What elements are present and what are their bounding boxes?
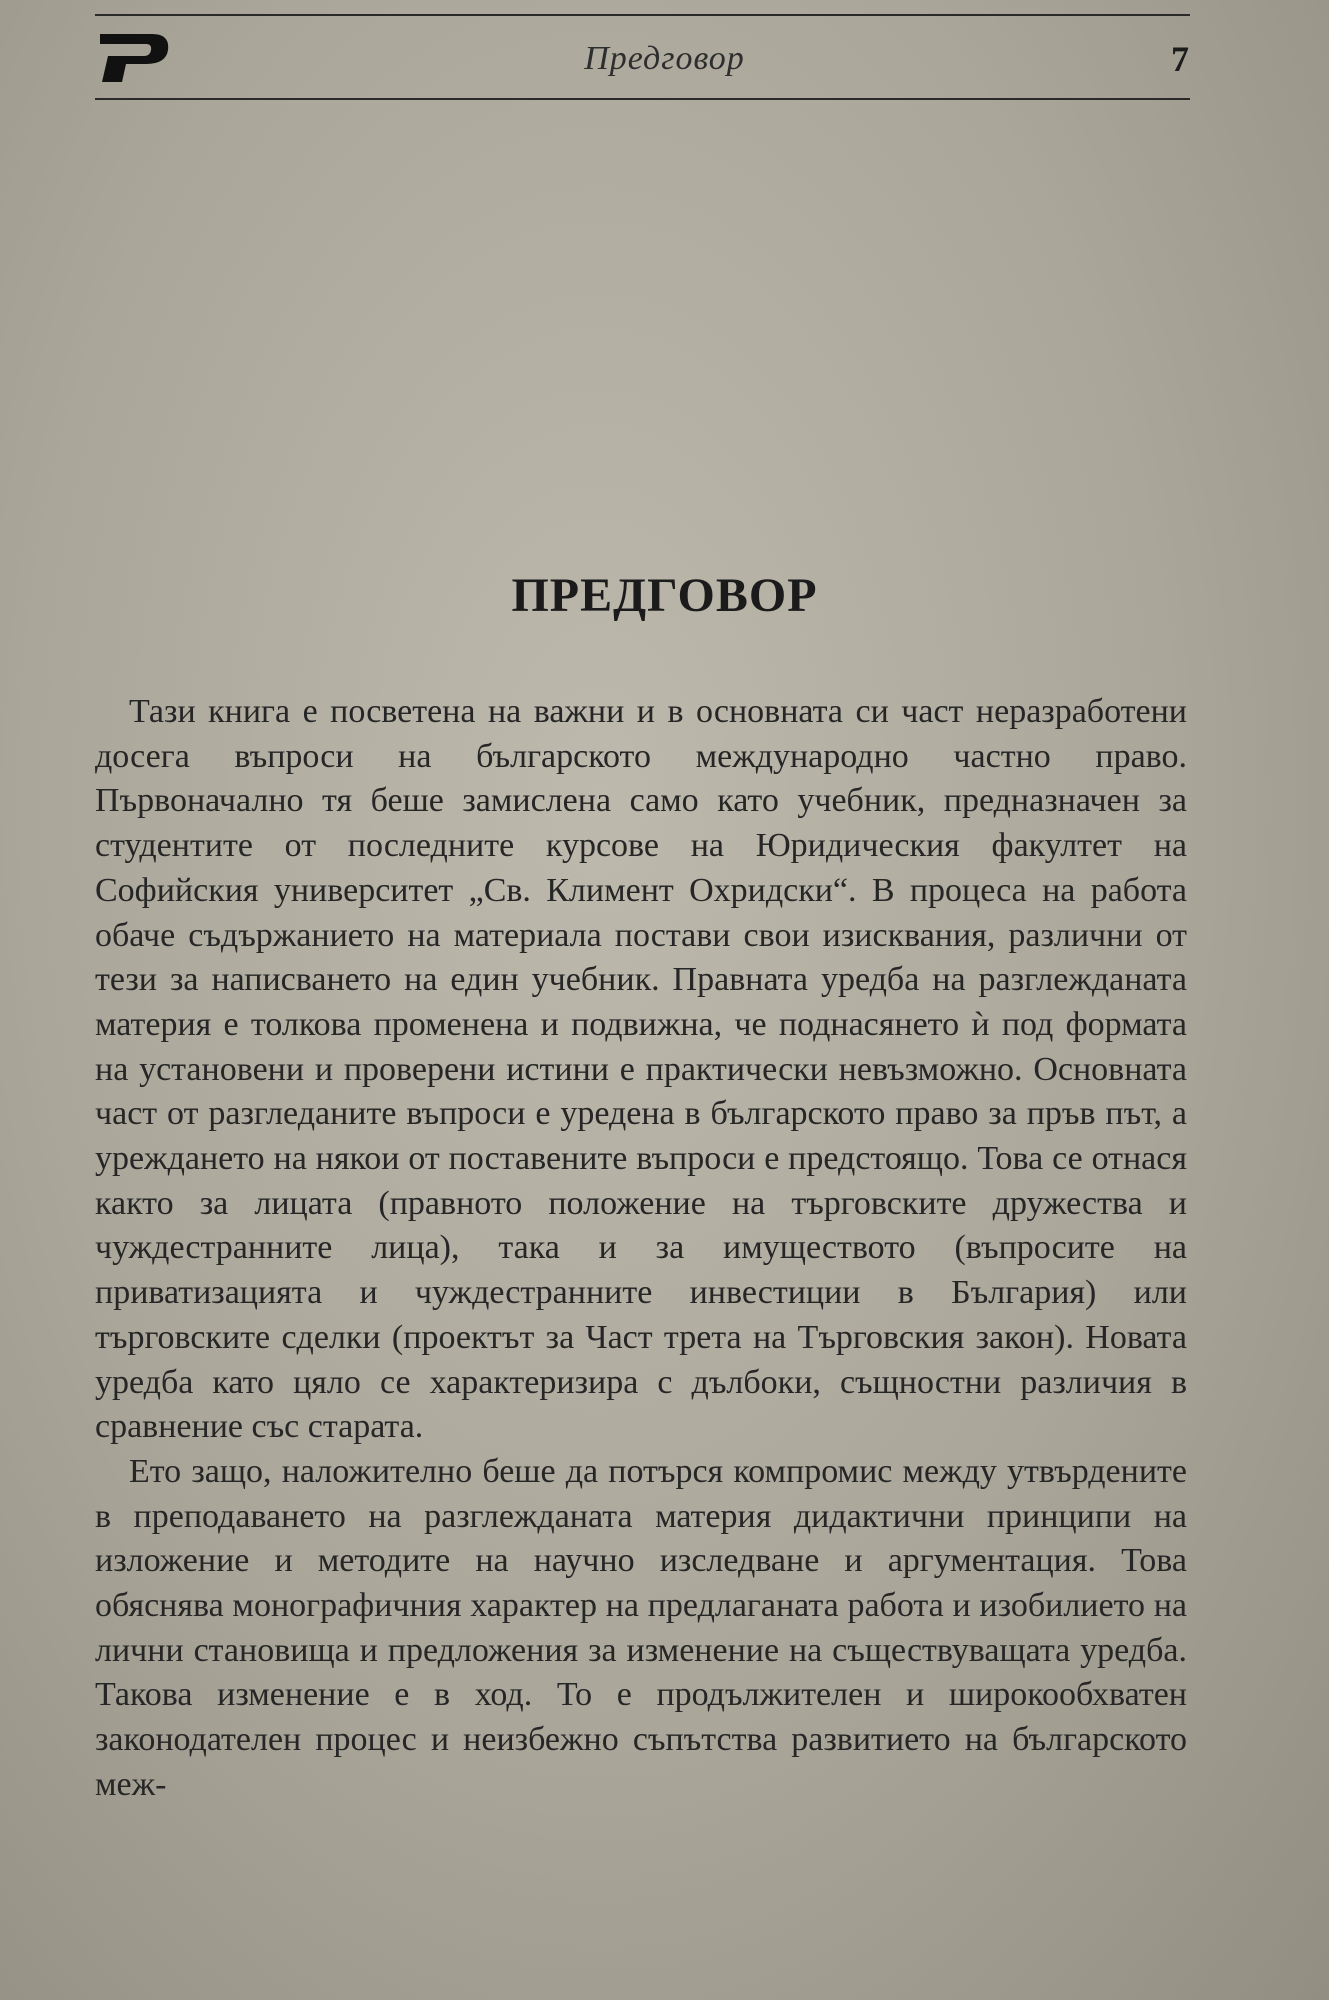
- header-top-rule: [95, 14, 1190, 16]
- chapter-title: ПРЕДГОВОР: [511, 569, 818, 622]
- body-text: [95, 690, 1187, 1808]
- running-title: Предговор: [584, 40, 745, 77]
- paragraph-2: Ето защо, наложително беше да потърся компромис между утвърдените в преподаването на разглежданата материя дидактични принципи на изложение и методите на научно изследване и аргументация. Това обяснява монографичния характер на предлаганата работа и изобилието на лични становища и предложения за изменение на съществуващата уредба. Такова изменение е в ход. То е продължителен и широкообхватен законодателен процес и неизбежно съпътства развитието на българското меж-: [95, 1452, 1187, 1803]
- paragraph-1: Тази книга е посветена на важни и в основната си част неразработени досега въпроси на българското международно частно право. Първоначално тя беше замислена само като учебник, предназначен за студентите от последните курсове на Юридическия факултет на Софийския университет „Св. Климент Охридски“. В процеса на работа обаче съдържанието на материала постави свои изисквания, различни от тези за написването на един учебник. Правната уредба на разглежданата материя е толкова променена и подвижна, че поднасянето ѝ под формата на установени и проверени истини е практически невъзможно. Основната част от разгледаните въпроси е уредена в българското право за пръв път, а уреждането на някои от поставените въпроси е предстоящо. Това се отнася както за лицата (правното положение на търговските дружества и чуждестранните лица), така и за имуществото (въпросите на приватизацията и чуждестранните инвестиции в България) или търговските сделки (проектът за Част трета на Търговския закон). Новата уредба като цяло се характеризира с дълбоки, същностни различия в сравнение със старата.: [95, 693, 1187, 1446]
- page-number: 7: [1171, 39, 1189, 79]
- header-bottom-rule: [95, 98, 1190, 100]
